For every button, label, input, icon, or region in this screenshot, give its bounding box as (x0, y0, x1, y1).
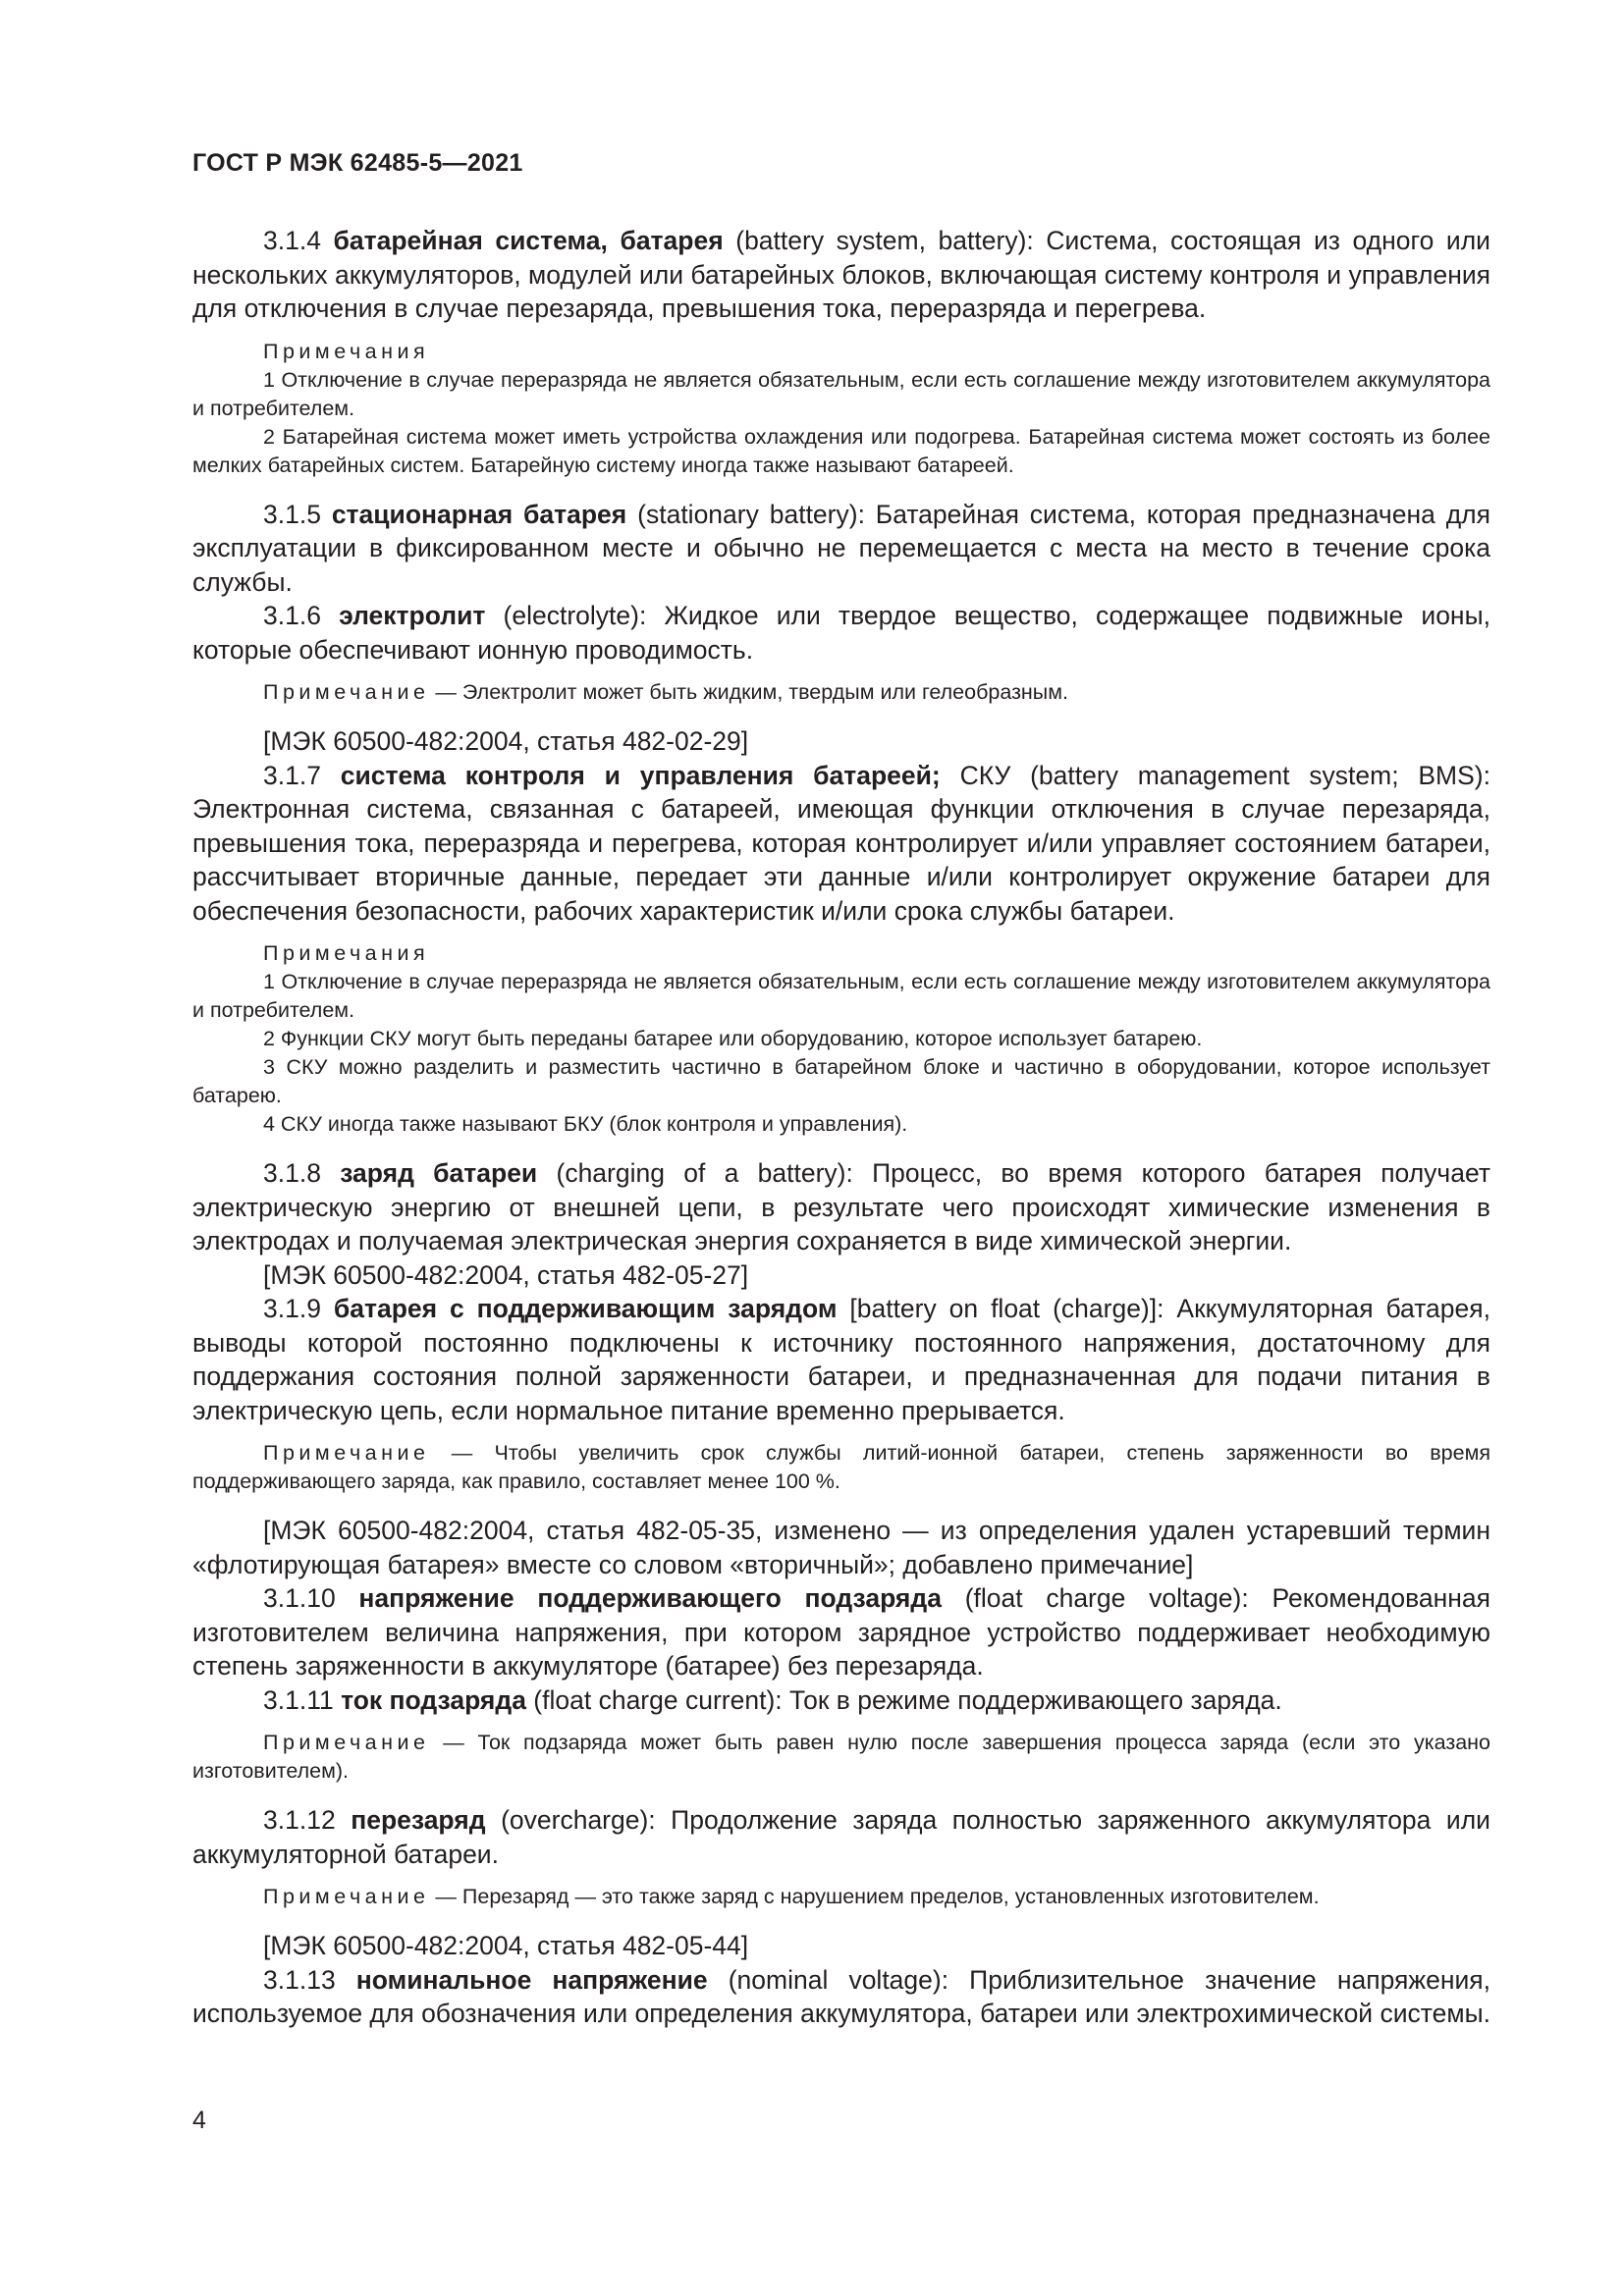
note-3-1-9 (192, 1439, 1490, 1496)
term-definition: (overcharge): Продолжение заряда полностью заряженного аккумулятора или аккумуляторной батареи. (192, 1805, 1490, 1869)
term-name: батарея с поддерживающим зарядом (333, 1294, 838, 1323)
note-dash: — (429, 1441, 495, 1465)
citation-3-1-9: [МЭК 60500-482:2004, статья 482-05-35, изменено — из определения удален устаревший термин «флотирующая батарея» вместе со словом «вторичный»; добавлено примечание] (192, 1516, 1490, 1579)
page-number: 4 (192, 2107, 206, 2134)
note-item: 2 Функции СКУ могут быть переданы батарее или оборудованию, которое использует батарею. (263, 1027, 1203, 1050)
note-3-1-11 (192, 1729, 1490, 1786)
note-dash: — (429, 1885, 462, 1908)
term-name: система контроля и управления батареей; (340, 760, 941, 790)
term-3-1-10 (192, 1581, 1490, 1683)
term-name: перезаряд (351, 1805, 486, 1835)
term-3-1-7 (192, 759, 1490, 929)
document-body (192, 224, 1490, 2031)
term-name: батарейная система, батарея (333, 226, 724, 255)
note-label: Примечание (263, 1731, 430, 1754)
term-definition: (float charge current): Ток в режиме поддерживающего заряда. (525, 1684, 1282, 1715)
term-definition: (charging of a battery): Процесс, во время которого батарея получает электрическую энергию от внешней цепи, в результате чего происходят химические изменения в электродах и получаемая электрическая энергия сохраняется в виде химической энергии. (192, 1158, 1490, 1255)
citation-3-1-12: [МЭК 60500-482:2004, статья 482-05-44] (263, 1931, 749, 1960)
note-label: Примечание (263, 1885, 430, 1908)
note-item: 1 Отключение в случае переразряда не является обязательным, если есть соглашение между изготовителем аккумулятора и потребителем. (192, 367, 1490, 420)
term-3-1-6 (192, 599, 1490, 667)
note-dash: — (429, 1731, 478, 1754)
term-number: 3.1.11 (263, 1684, 342, 1715)
term-name: напряжение поддерживающего подзаряда (358, 1583, 942, 1613)
term-name: электролит (339, 601, 486, 630)
term-number: 3.1.7 (263, 760, 341, 790)
note-text: Ток подзаряда может быть равен нулю после завершения процесса заряда (если это указано изготовителем). (192, 1731, 1490, 1783)
term-3-1-11 (192, 1683, 1490, 1718)
term-3-1-5 (192, 498, 1490, 600)
note-item: 3 СКУ можно разделить и разместить частично в батарейном блоке и частично в оборудовании, которое использует батарею. (192, 1055, 1490, 1107)
term-name: ток подзаряда (341, 1684, 526, 1715)
term-number: 3.1.6 (263, 601, 340, 630)
term-number: 3.1.13 (263, 1964, 356, 1995)
term-number: 3.1.10 (263, 1583, 359, 1613)
term-number: 3.1.8 (263, 1158, 341, 1188)
term-definition: (battery system, battery): Система, состоящая из одного или нескольких аккумуляторов, модулей или батарейных блоков, включающая систему контроля и управления для отключения в случае перезаряда, превышения тока, переразряда и перегрева. (192, 226, 1490, 323)
notes-3-1-4 (192, 338, 1490, 480)
term-definition: (float charge voltage): Рекомендованная изготовителем величина напряжения, при котором зарядное устройство поддерживает необходимую степень заряженности в аккумуляторе (батарее) без перезаряда. (192, 1583, 1490, 1681)
note-item: 4 СКУ иногда также называют БКУ (блок контроля и управления). (263, 1112, 908, 1136)
term-3-1-12 (192, 1803, 1490, 1871)
term-number: 3.1.9 (263, 1294, 334, 1323)
term-name: заряд батареи (340, 1158, 538, 1188)
note-label: Примечание (263, 1441, 430, 1465)
note-text: Перезаряд — это также заряд с нарушением пределов, установленных изготовителем. (461, 1885, 1320, 1908)
notes-3-1-7 (192, 939, 1490, 1139)
term-number: 3.1.12 (263, 1805, 352, 1835)
term-definition: (electrolyte): Жидкое или твердое вещество, содержащее подвижные ионы, которые обеспечивают ионную проводимость. (192, 601, 1490, 665)
term-definition: [battery on float (charge)]: Аккумуляторная батарея, выводы которой постоянно подключены к источнику постоянного напряжения, достаточному для поддержания состояния полной заряженности батареи, и предназначенная для подачи питания в электрическую цепь, если нормальное питание временно прерывается. (192, 1294, 1490, 1425)
term-name: номинальное напряжение (355, 1964, 708, 1995)
note-dash: — (429, 680, 462, 704)
term-3-1-4 (192, 224, 1490, 326)
note-text: Чтобы увеличить срок службы литий-ионной батареи, степень заряженности во время поддерживающего заряда, как правило, составляет менее 100 %. (192, 1441, 1490, 1493)
term-definition: (nominal voltage): Приблизительное значение напряжения, используемое для обозначения или определения аккумулятора, батареи или электрохимической системы. (192, 1964, 1490, 2028)
note-label: Примечание (263, 680, 430, 704)
term-3-1-13 (192, 1963, 1490, 2031)
term-number: 3.1.5 (263, 499, 332, 529)
document-header: ГОСТ Р МЭК 62485-5—2021 (192, 149, 523, 177)
note-item: 1 Отключение в случае переразряда не является обязательным, если есть соглашение между изготовителем аккумулятора и потребителем. (192, 970, 1490, 1022)
citation-3-1-8: [МЭК 60500-482:2004, статья 482-05-27] (263, 1259, 749, 1290)
term-3-1-9 (192, 1292, 1490, 1427)
term-definition: СКУ (battery management system; BMS): Электронная система, связанная с батареей, имеющая функции отключения в случае перезаряда, превышения тока, переразряда и перегрева, которая контролирует и/или управляет состоянием батареи, рассчитывает вторичные данные, передает эти данные и/или контролирует окружение батареи для обеспечения безопасности, рабочих характеристик и/или срока службы батареи. (192, 760, 1490, 926)
citation-3-1-6: [МЭК 60500-482:2004, статья 482-02-29] (263, 726, 749, 756)
term-3-1-8 (192, 1156, 1490, 1258)
term-definition: (stationary battery): Батарейная система, которая предназначена для эксплуатации в фиксированном месте и обычно не перемещается с места на место в течение срока службы. (192, 499, 1490, 597)
note-3-1-6 (192, 678, 1490, 707)
note-text: Электролит может быть жидким, твердым или гелеобразным. (461, 680, 1069, 704)
notes-heading: Примечания (263, 339, 430, 363)
note-3-1-12 (192, 1883, 1490, 1911)
term-number: 3.1.4 (263, 226, 334, 255)
notes-heading: Примечания (263, 941, 430, 965)
term-name: стационарная батарея (331, 499, 627, 529)
note-item: 2 Батарейная система может иметь устройства охлаждения или подогрева. Батарейная система может состоять из более мелких батарейных систем. Батарейную систему иногда также называют батареей. (192, 424, 1490, 477)
